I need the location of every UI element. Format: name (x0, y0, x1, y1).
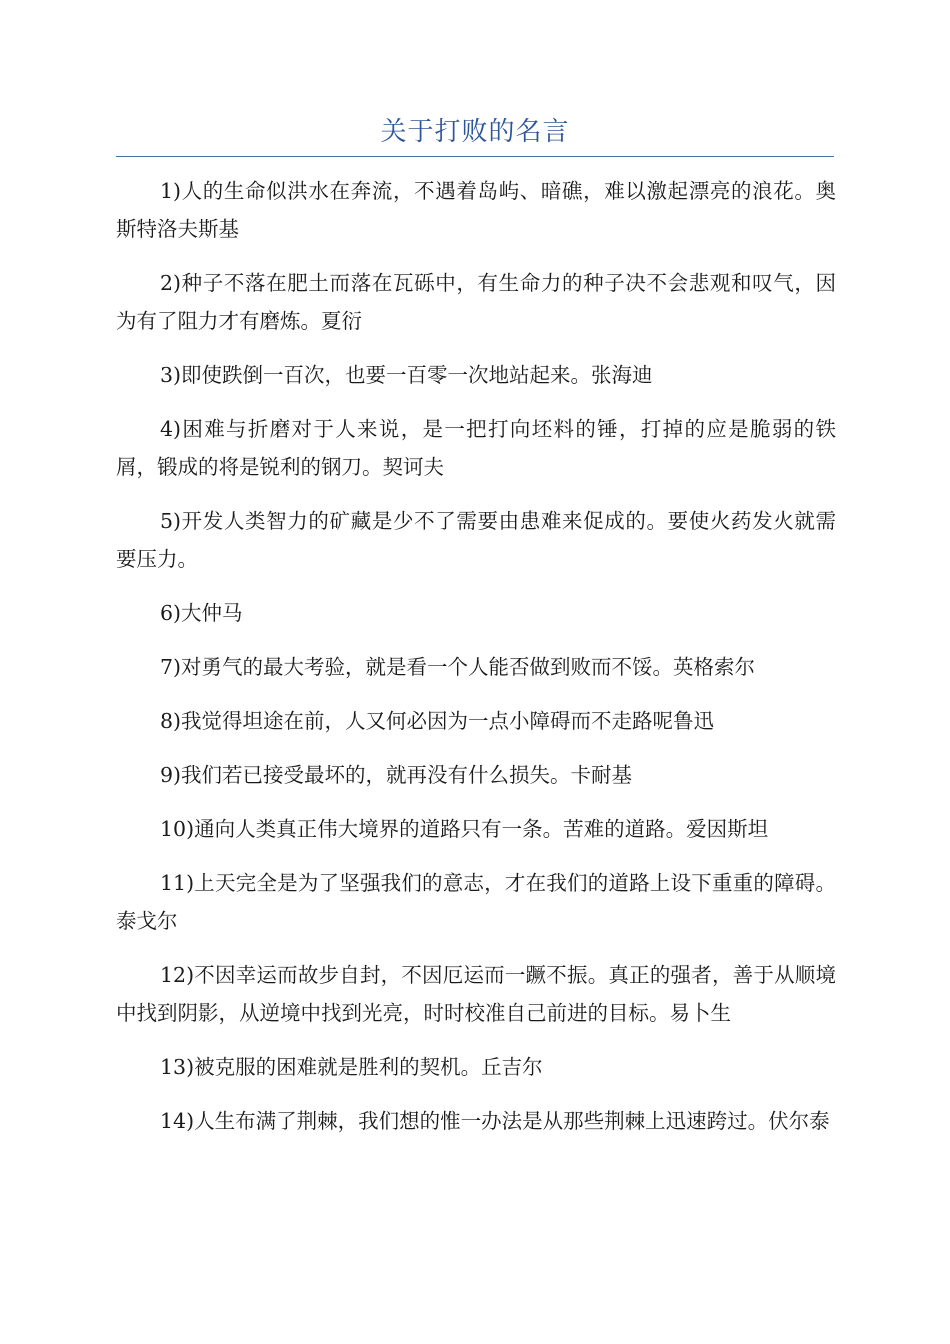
quote-item: 13)被克服的困难就是胜利的契机。丘吉尔 (160, 1055, 543, 1079)
title-block (116, 114, 834, 157)
page-title: 关于打败的名言 (380, 117, 570, 147)
quote-item: 14)人生布满了荆棘，我们想的惟一办法是从那些荆棘上迅速跨过。伏尔泰 (160, 1109, 830, 1133)
quote-item: 9)我们若已接受最坏的，就再没有什么损失。卡耐基 (160, 763, 633, 787)
quote-item: 8)我觉得坦途在前，人又何必因为一点小障碍而不走路呢鲁迅 (160, 709, 715, 733)
quote-item: 3)即使跌倒一百次，也要一百零一次地站起来。张海迪 (160, 363, 653, 387)
quote-item: 6)大仲马 (160, 601, 243, 625)
quote-item: 5)开发人类智力的矿藏是少不了需要由患难来促成的。要使火药发火就需要压力。 (116, 509, 836, 571)
quote-item: 11)上天完全是为了坚强我们的意志，才在我们的道路上设下重重的障碍。泰戈尔 (116, 871, 836, 933)
quote-item: 1)人的生命似洪水在奔流，不遇着岛屿、暗礁，难以激起漂亮的浪花。奥斯特洛夫斯基 (116, 179, 836, 241)
quote-list (116, 172, 836, 1156)
quote-item: 2)种子不落在肥土而落在瓦砾中，有生命力的种子决不会悲观和叹气，因为有了阻力才有磨炼。夏衍 (116, 271, 836, 333)
quote-item: 4)困难与折磨对于人来说，是一把打向坯料的锤，打掉的应是脆弱的铁屑，锻成的将是锐利的钢刀。契诃夫 (116, 417, 836, 479)
quote-item: 7)对勇气的最大考验，就是看一个人能否做到败而不馁。英格索尔 (160, 655, 756, 679)
quote-item: 12)不因幸运而故步自封，不因厄运而一蹶不振。真正的强者，善于从顺境中找到阴影，从逆境中找到光亮，时时校准自己前进的目标。易卜生 (116, 963, 836, 1025)
quote-item: 10)通向人类真正伟大境界的道路只有一条。苦难的道路。爱因斯坦 (160, 817, 769, 841)
